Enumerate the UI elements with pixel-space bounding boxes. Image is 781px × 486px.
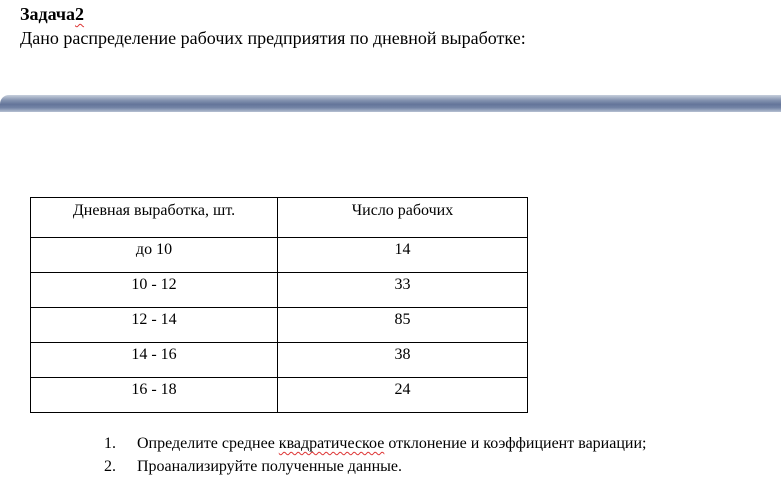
task-title bbox=[20, 3, 84, 25]
output-range-cell: 12 - 14 bbox=[31, 308, 278, 343]
header-daily-output: Дневная выработка, шт. bbox=[31, 198, 278, 238]
output-range-cell: 10 - 12 bbox=[31, 273, 278, 308]
question-number: 2. bbox=[104, 458, 116, 475]
question-text-end: отклонение и коэффициент вариации; bbox=[384, 435, 647, 452]
worker-count-cell: 24 bbox=[278, 378, 528, 413]
output-range-cell: до 10 bbox=[31, 238, 278, 273]
task-title-word: Задача bbox=[20, 4, 76, 24]
table-row bbox=[31, 273, 528, 308]
task-title-number: 2 bbox=[75, 4, 85, 24]
question-text: Проанализируйте полученные данные. bbox=[137, 458, 403, 475]
decorative-header-bar bbox=[0, 95, 781, 112]
question-number: 1. bbox=[104, 435, 116, 452]
question-item bbox=[104, 455, 646, 478]
question-item bbox=[104, 432, 646, 455]
table-row bbox=[31, 238, 528, 273]
question-list bbox=[104, 432, 646, 478]
table-row bbox=[31, 378, 528, 413]
worker-count-cell: 33 bbox=[278, 273, 528, 308]
worker-count-cell: 38 bbox=[278, 343, 528, 378]
distribution-table bbox=[30, 197, 528, 413]
question-text-underlined: квадратическое bbox=[278, 435, 385, 452]
table-row bbox=[31, 308, 528, 343]
header-worker-count: Число рабочих bbox=[278, 198, 528, 238]
worker-count-cell: 85 bbox=[278, 308, 528, 343]
question-text-start: Определите среднее bbox=[137, 435, 279, 452]
worker-count-cell: 14 bbox=[278, 238, 528, 273]
output-range-cell: 14 - 16 bbox=[31, 343, 278, 378]
task-intro: Дано распределение рабочих предприятия по дневной выработке: bbox=[20, 28, 526, 48]
table-row bbox=[31, 343, 528, 378]
output-range-cell: 16 - 18 bbox=[31, 378, 278, 413]
table-header-row bbox=[31, 198, 528, 238]
